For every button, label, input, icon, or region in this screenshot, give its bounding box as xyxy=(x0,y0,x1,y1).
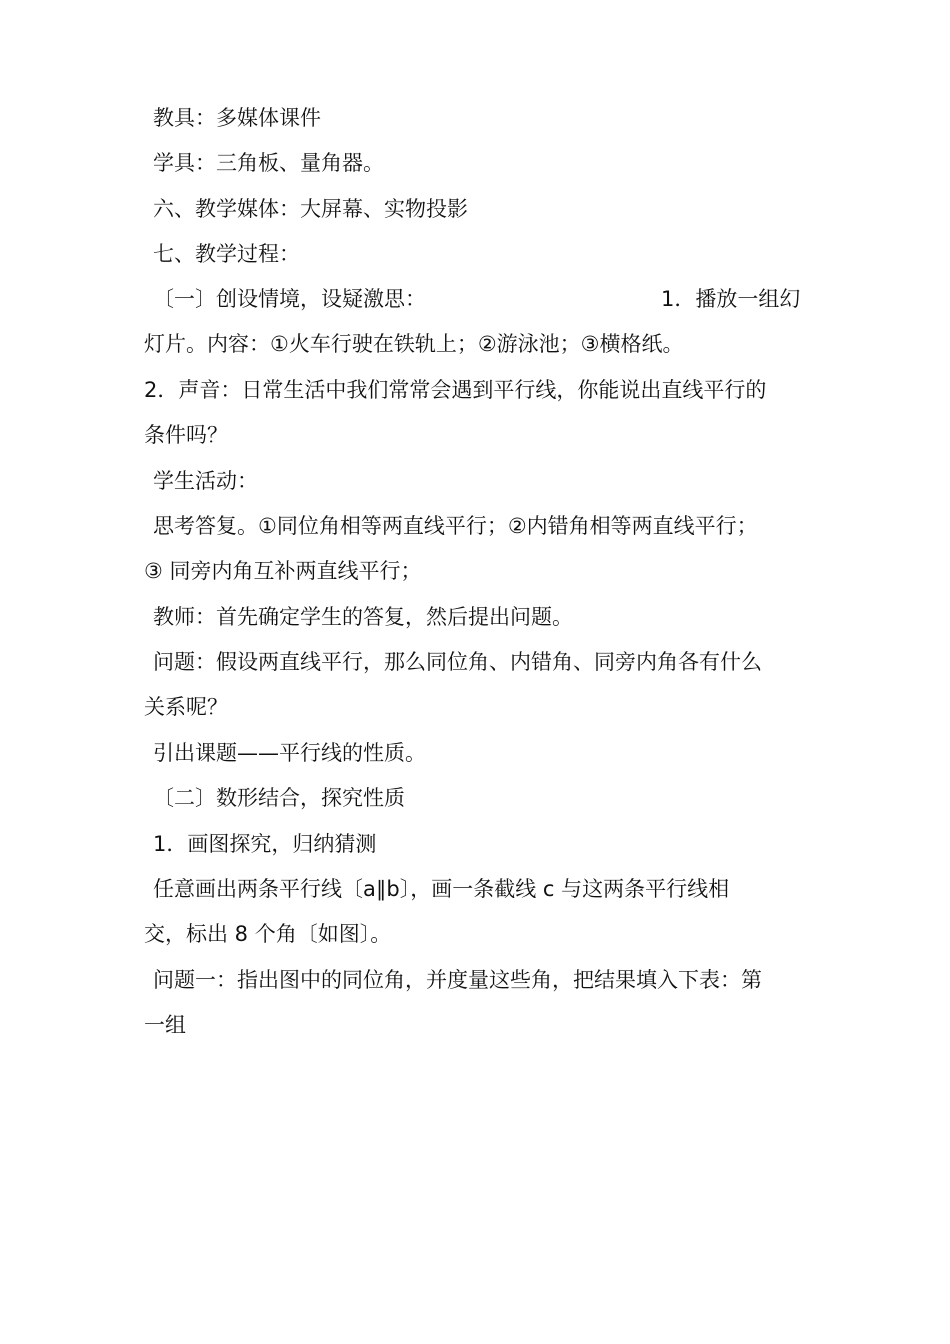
text-line-teaching-process: 七、教学过程： xyxy=(153,242,300,266)
text-line-sound: 2．声音：日常生活中我们常常会遇到平行线，你能说出直线平行的 xyxy=(144,378,767,402)
text-line-student-tools: 学具：三角板、量角器。 xyxy=(153,151,384,175)
text-line-section-two-heading: 〔二〕数形结合，探究性质 xyxy=(153,786,405,810)
text-line-sound-continued: 条件吗？ xyxy=(144,423,228,447)
text-line-thinking-answer: 思考答复。①同位角相等两直线平行；②内错角相等两直线平行； xyxy=(153,514,758,538)
text-line-slides-content: 灯片。内容：①火车行驶在铁轨上；②游泳池；③横格纸。 xyxy=(144,332,684,356)
text-line-question-one: 问题一：指出图中的同位角，并度量这些角，把结果填入下表：第 xyxy=(153,968,762,992)
text-line-question-continued: 关系呢？ xyxy=(144,695,228,719)
text-line-drawing-explore: 1．画图探究，归纳猜测 xyxy=(153,832,377,856)
text-line-student-activity: 学生活动： xyxy=(153,469,258,493)
text-line-lesson-topic: 引出课题——平行线的性质。 xyxy=(153,741,426,765)
text-line-section-one-heading: 〔一〕创设情境，设疑激思： xyxy=(153,287,426,311)
text-line-teacher: 教师：首先确定学生的答复，然后提出问题。 xyxy=(153,605,573,629)
text-line-teaching-aids: 教具：多媒体课件 xyxy=(153,106,321,130)
text-line-draw-parallel: 任意画出两条平行线〔a∥b〕，画一条截线 c 与这两条平行线相 xyxy=(153,877,730,901)
text-line-question: 问题：假设两直线平行，那么同位角、内错角、同旁内角各有什么 xyxy=(153,650,762,674)
text-line-question-one-continued: 一组 xyxy=(144,1013,186,1037)
text-line-draw-parallel-continued: 交，标出 8 个角〔如图〕。 xyxy=(144,922,392,946)
text-line-thinking-answer-continued: ③ 同旁内角互补两直线平行； xyxy=(144,559,422,583)
text-line-slides-start: 1．播放一组幻 xyxy=(661,287,801,311)
text-line-teaching-media: 六、教学媒体：大屏幕、实物投影 xyxy=(153,197,468,221)
